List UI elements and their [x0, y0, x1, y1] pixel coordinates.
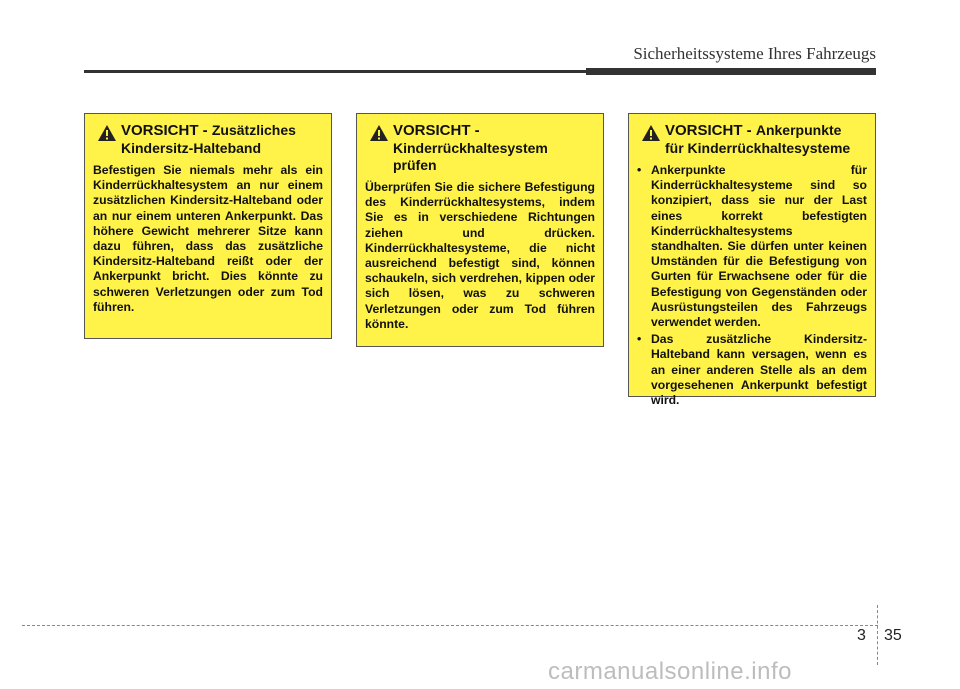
caution-box-tether — [84, 113, 332, 339]
caution-box-anchors — [628, 113, 876, 408]
caution-heading — [93, 122, 323, 157]
caution-body: Befestigen Sie niemals mehr als ein Kinderrückhaltesystem an nur einem zusätzlichen Kindersitz-Halteband oder an nur einem unteren Ankerpunkt. Das höhere Gewicht mehrerer Sitze kann dazu führen, dass das zusätzliche Kindersitz-Halteband reißt oder der Ankerpunkt bricht. Dies könnte zu schweren Verletzungen oder zum Tod führen. — [93, 163, 323, 314]
caution-subtitle: Ankerpunkte — [755, 122, 842, 138]
footer-rule — [22, 625, 878, 626]
caution-label: VORSICHT — [393, 122, 471, 139]
caution-subtitle-line2: für Kinderrückhaltesysteme — [665, 140, 851, 156]
chapter-number: 3 — [857, 627, 866, 644]
list-item: • Ankerpunkte für Kinderrückhaltesysteme sind so konzipiert, dass sie nur der Last eines korrekt befestigten Kinderrückhaltesystems standhalten. Sie dürfen unter keinen Umständen für die Befestigung von Gurten für Erwachsene oder für die Befestigung von Gegenständen oder Ausrüstungsteilen des Fahrzeugs verwendet werden. — [637, 163, 867, 330]
page-header-title: Sicherheitssysteme Ihres Fahrzeugs — [633, 44, 876, 63]
caution-heading — [637, 122, 867, 157]
caution-subtitle-line2: Kindersitz-Halteband — [121, 140, 262, 156]
caution-heading — [365, 122, 595, 174]
footer-divider — [877, 605, 878, 665]
list-item: • Das zusätzliche Kindersitz-Halteband kann versagen, wenn es an einer anderen Stelle als an dem vorgesehenen Ankerpunkt befestigt wird. — [637, 332, 867, 408]
caution-subtitle: Kinderrückhaltesystem — [393, 140, 548, 156]
caution-bullet-list — [637, 163, 867, 408]
warning-triangle-icon — [97, 124, 117, 142]
caution-body: Überprüfen Sie die sichere Befestigung des Kinderrückhaltesystems, indem Sie es in verschiedene Richtungen ziehen und drücken. Kinderrückhaltesysteme, die nicht ausreichend befestigt sind, können schaukeln, sich verdrehen, kippen oder sich lösen, was zu schweren Verletzungen oder zum Tod führen könnte. — [365, 180, 595, 331]
caution-subtitle: Zusätzliches — [211, 122, 296, 138]
warning-triangle-icon — [641, 124, 661, 142]
caution-label: VORSICHT — [665, 122, 743, 139]
warning-triangle-icon — [369, 124, 389, 142]
header-rule — [84, 70, 876, 73]
caution-dash: - — [198, 122, 212, 139]
page-number: 35 — [884, 627, 902, 644]
watermark: carmanualsonline.info — [548, 658, 792, 685]
caution-subtitle-line2: prüfen — [393, 157, 437, 173]
caution-dash: - — [470, 122, 480, 139]
caution-dash: - — [742, 122, 756, 139]
caution-box-check — [356, 113, 604, 347]
caution-label: VORSICHT — [121, 122, 199, 139]
